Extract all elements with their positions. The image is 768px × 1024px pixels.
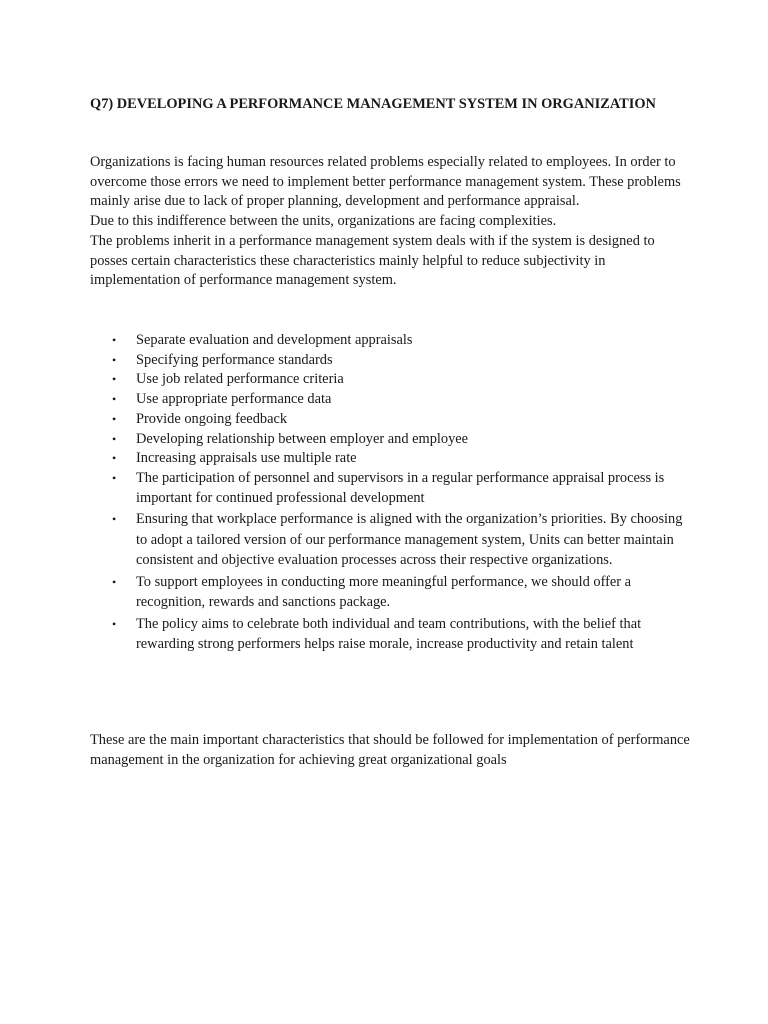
list-item-text: The participation of personnel and supervisors in a regular performance appraisal process is important for continued professional development [136, 469, 665, 506]
bullet-icon: • [112, 411, 117, 426]
list-item [90, 469, 690, 508]
characteristics-list [90, 331, 690, 656]
list-item-text: Specifying performance standards [136, 351, 333, 368]
bullet-icon: • [112, 392, 117, 407]
list-item-text: Increasing appraisals use multiple rate [136, 450, 357, 467]
list-item [90, 351, 690, 371]
intro-paragraph-3: The problems inherit in a performance management system deals with if the system is designed to posses certain characteristics these characteristics mainly helpful to reduce subjectivity in implementation of performance management system. [90, 232, 655, 289]
intro-section [90, 153, 690, 291]
list-item-text: To support employees in conducting more meaningful performance, we should offer a recognition, rewards and sanctions package. [136, 573, 632, 611]
bullet-icon: • [112, 470, 117, 485]
list-item [90, 390, 690, 410]
bullet-icon: • [112, 512, 117, 527]
list-item [90, 449, 690, 469]
list-item-text: Use job related performance criteria [136, 371, 344, 388]
list-item-text: The policy aims to celebrate both individual and team contributions, with the belief that rewarding strong performers helps raise morale, increase productivity and retain talent [136, 615, 642, 653]
list-item-text: Separate evaluation and development appraisals [136, 332, 413, 348]
list-item [90, 331, 690, 351]
list-item-text: Use appropriate performance data [136, 391, 332, 408]
list-item [90, 572, 690, 613]
list-item-text: Ensuring that workplace performance is aligned with the organization’s priorities. By choosing to adopt a tailored version of our performance management system, Units can better maintain consistent and objective evaluation processes across their respective organizations. [136, 511, 683, 569]
bullet-icon: • [112, 372, 117, 387]
bullet-icon: • [112, 574, 117, 589]
bullet-icon: • [112, 431, 117, 446]
bullet-icon: • [112, 451, 117, 466]
list-item-text: Developing relationship between employer and employee [136, 430, 469, 447]
intro-paragraph-1: Organizations is facing human resources related problems especially related to employees. In order to overcome those errors we need to implement better performance management system. These problems mainly arise due to lack of proper planning, development and performance appraisal. [90, 154, 681, 210]
document-heading: Q7) DEVELOPING A PERFORMANCE MANAGEMENT SYSTEM IN ORGANIZATION [90, 96, 656, 112]
list-item [90, 370, 690, 390]
bullet-icon: • [112, 352, 117, 367]
conclusion-paragraph: These are the main important characteristics that should be followed for implementation of performance management in the organization for achieving great organizational goals [90, 732, 690, 768]
list-item [90, 614, 690, 655]
list-item [90, 410, 690, 430]
bullet-icon: • [112, 616, 117, 631]
list-item [90, 509, 690, 571]
list-item [90, 430, 690, 450]
bullet-icon: • [112, 333, 117, 347]
list-item-text: Provide ongoing feedback [136, 410, 288, 427]
intro-paragraph-2: Due to this indifference between the units, organizations are facing complexities. [90, 213, 557, 230]
